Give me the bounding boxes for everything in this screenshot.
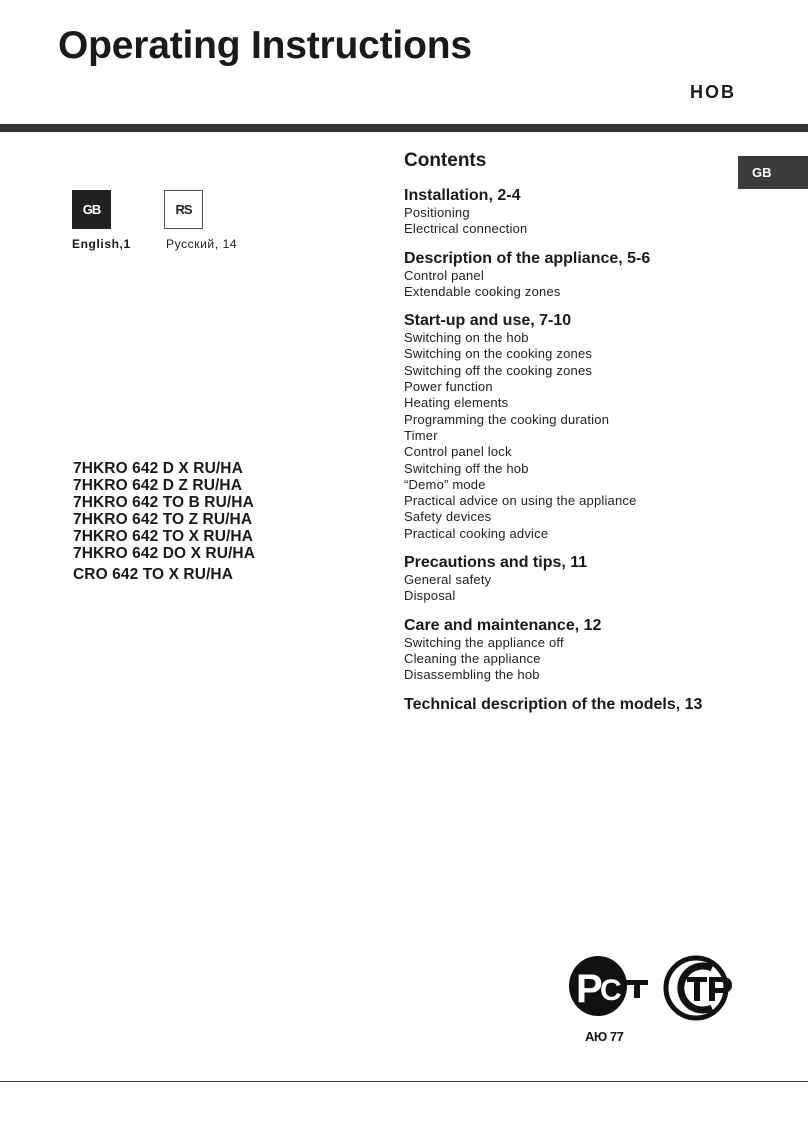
section-item: Timer	[404, 427, 438, 443]
section-heading: Care and maintenance, 12	[404, 616, 602, 634]
section-item: Practical cooking advice	[404, 525, 549, 541]
model-name: 7HKRO 642 TO Z RU/HA	[73, 511, 253, 528]
section-item: Switching on the hob	[404, 330, 529, 346]
footer-divider	[0, 1081, 808, 1082]
model-name: CRO 642 TO X RU/HA	[73, 566, 233, 583]
section-item: Power function	[404, 379, 493, 395]
contents-section	[404, 311, 734, 542]
section-item: Switching off the cooking zones	[404, 362, 593, 378]
section-item: Disassembling the hob	[404, 667, 540, 683]
language-gb-label: English,1	[72, 237, 131, 251]
section-item: Cleaning the appliance	[404, 650, 541, 666]
section-heading: Precautions and tips, 11	[404, 554, 588, 572]
header-divider	[0, 124, 808, 132]
section-item: Heating elements	[404, 395, 509, 411]
language-gb-badge: GB	[72, 190, 111, 229]
section-item: Switching the appliance off	[404, 634, 564, 650]
contents-section	[404, 249, 734, 301]
certification-code: АЮ 77	[585, 1029, 624, 1044]
product-name: HOB	[690, 82, 736, 102]
contents-sections	[404, 186, 734, 714]
model-name: 7HKRO 642 D X RU/HA	[73, 460, 243, 477]
model-name: 7HKRO 642 TO B RU/HA	[73, 494, 254, 511]
tr-mark-icon	[666, 958, 732, 1018]
section-item: Switching off the hob	[404, 460, 529, 476]
section-heading: Technical description of the models, 13	[404, 695, 703, 713]
model-name: 7HKRO 642 DO X RU/HA	[73, 545, 256, 562]
section-item: Control panel	[404, 267, 484, 283]
section-heading: Description of the appliance, 5-6	[404, 249, 651, 267]
section-heading: Start-up and use, 7-10	[404, 312, 572, 330]
model-name: 7HKRO 642 D Z RU/HA	[73, 477, 242, 494]
language-rs-badge: RS	[164, 190, 203, 229]
contents-section	[404, 186, 734, 238]
section-item: Programming the cooking duration	[404, 411, 610, 427]
language-rs-label: Русский, 14	[166, 237, 238, 251]
section-item: Extendable cooking zones	[404, 283, 561, 299]
section-item: Switching on the cooking zones	[404, 346, 593, 362]
contents-section	[404, 553, 734, 605]
contents-title: Contents	[404, 150, 487, 171]
table-of-contents	[404, 150, 734, 725]
contents-section	[404, 695, 734, 714]
document-title: Operating Instructions	[58, 24, 472, 67]
section-item: Practical advice on using the appliance	[404, 493, 637, 509]
section-item: Safety devices	[404, 509, 492, 525]
section-item: Positioning	[404, 205, 470, 220]
section-heading: Installation, 2-4	[404, 187, 521, 204]
svg-text:Р: Р	[576, 967, 603, 1011]
model-name: 7HKRO 642 TO X RU/HA	[73, 528, 254, 545]
certification-marks	[566, 950, 736, 1030]
section-item: Disposal	[404, 588, 456, 604]
model-list	[73, 460, 255, 583]
section-item: Control panel lock	[404, 444, 512, 460]
section-item: Electrical connection	[404, 221, 528, 237]
language-tab: GB	[738, 156, 808, 189]
contents-section	[404, 616, 734, 684]
section-item: “Demo” mode	[404, 476, 486, 492]
section-item: General safety	[404, 572, 492, 588]
svg-text:С: С	[600, 974, 622, 1007]
rst-mark-icon	[569, 956, 648, 1016]
